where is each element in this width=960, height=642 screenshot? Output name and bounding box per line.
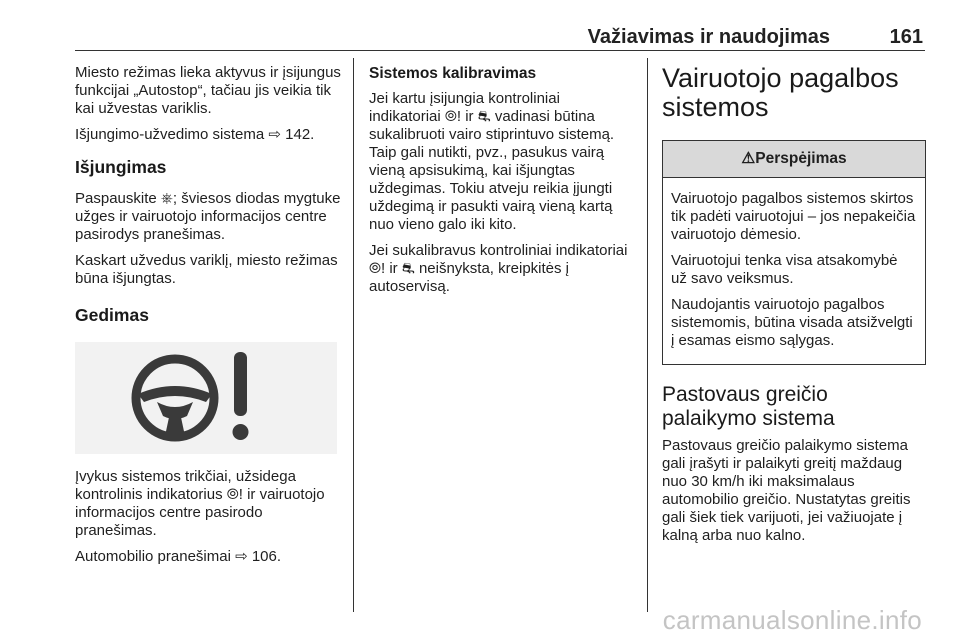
paragraph-stop-start-ref[interactable]: Išjungimo-užvedimo sistema ⇨ 142. bbox=[75, 126, 315, 143]
paragraph-calibration-service: Jei sukalibravus kontroliniai indikatoriai ⦾! ir ⛐ neišnyksta, kreipkitės į autoservisą. bbox=[369, 242, 628, 295]
page-header bbox=[75, 24, 925, 51]
warning-box bbox=[662, 140, 926, 365]
column-1 bbox=[75, 64, 343, 574]
heading-cruise-control: Pastovaus greičio palaikymo sistema bbox=[662, 383, 835, 430]
column-divider-1 bbox=[353, 58, 354, 612]
paragraph-deactivation: Paspauskite ⎈; šviesos diodas mygtuke užges ir vairuotojo informacijos centre pasirodys pranešimas. bbox=[75, 190, 341, 243]
column-divider-2 bbox=[647, 58, 648, 612]
paragraph-city-mode: Miesto režimas lieka aktyvus ir įsijungus funkcijai „Autostop“, tačiau jis veikia tik kai užvestas variklis. bbox=[75, 64, 341, 117]
column-3 bbox=[662, 64, 926, 553]
heading-deactivation: Išjungimas bbox=[75, 157, 167, 177]
exclamation-icon bbox=[233, 352, 249, 440]
warning-body bbox=[663, 178, 925, 364]
column-2 bbox=[369, 64, 635, 304]
heading-fault: Gedimas bbox=[75, 305, 149, 325]
paragraph-reset: Kaskart užvedus variklį, miesto režimas būna išjungtas. bbox=[75, 252, 338, 287]
paragraph-fault: Įvykus sistemos trikčiai, užsidega kontrolinis indikatorius ⦾! ir vairuotojo informacijos centre pasirodo pranešimas. bbox=[75, 468, 325, 539]
page-number: 161 bbox=[889, 26, 923, 48]
watermark: carmanualsonline.info bbox=[662, 605, 922, 635]
fault-illustration bbox=[75, 342, 337, 454]
warning-paragraph-1: Vairuotojo pagalbos sistemos skirtos tik padėti vairuotojui – jos nepakeičia vairuotojo dėmesio. bbox=[671, 190, 916, 243]
paragraph-vehicle-messages-ref[interactable]: Automobilio pranešimai ⇨ 106. bbox=[75, 548, 282, 565]
paragraph-calibration: Jei kartu įsijungia kontroliniai indikatoriai ⦾! ir ⛐ vadinasi būtina sukalibruoti vairo stiprintuvo sistemą. Taip gali nutikti, pvz., pasukus vairą vieną apsisukimą, kai išjungtas uždegimas. Tokiu atveju reikia įjungti uždegimą ir pasukti vairą vieną kartą nuo vieno galo iki kito. bbox=[369, 90, 615, 233]
heading-driver-assistance: Vairuotojo pagalbos sistemos bbox=[662, 63, 899, 122]
header-title: Važiavimas ir naudojimas bbox=[587, 26, 830, 48]
steering-wheel-icon bbox=[136, 359, 214, 437]
warning-paragraph-2: Vairuotojui tenka visa atsakomybė už savo veiksmus. bbox=[671, 252, 898, 287]
heading-calibration: Sistemos kalibravimas bbox=[369, 65, 537, 82]
warning-paragraph-3: Naudojantis vairuotojo pagalbos sistemomis, būtina visada atsižvelgti į esamas eismo sąlygas. bbox=[671, 296, 913, 349]
steering-wheel-exclamation-icon bbox=[75, 342, 337, 454]
warning-title: ⚠Perspėjimas bbox=[663, 141, 925, 178]
paragraph-cruise-control: Pastovaus greičio palaikymo sistema gali įrašyti ir palaikyti greitį maždaug nuo 30 km/h iki maksimalaus automobilio greičio. Nustatytas greitis gali šiek tiek varijuoti, jei važiuojate į kalną arba nuo kalno. bbox=[662, 437, 911, 544]
